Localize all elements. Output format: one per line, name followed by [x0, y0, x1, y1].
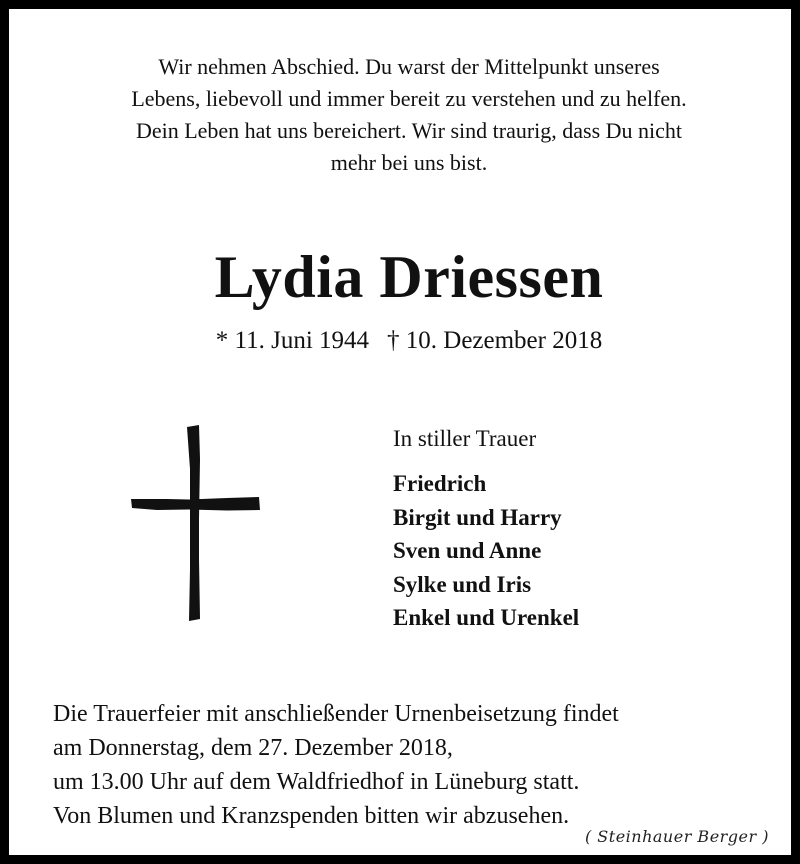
deceased-name: Lydia Driessen: [214, 244, 604, 310]
quote-line: mehr bei uns bist.: [330, 150, 488, 175]
mourner-name: Friedrich: [393, 471, 487, 496]
mourner-name: Birgit und Harry: [393, 504, 562, 530]
life-dates: [9, 323, 800, 359]
mourners-list: [393, 467, 579, 635]
cross-icon: [127, 419, 267, 629]
service-info: [53, 697, 619, 833]
quote-line: Dein Leben hat uns bereichert. Wir sind traurig, dass Du nicht: [135, 118, 683, 143]
service-line: um 13.00 Uhr auf dem Waldfriedhof in Lüneburg statt.: [53, 769, 580, 795]
farewell-quote: [29, 51, 789, 179]
quote-line: Wir nehmen Abschied. Du warst der Mittelpunkt unseres: [158, 54, 660, 79]
death-date: † 10. Dezember 2018: [387, 327, 603, 354]
signature: ( Steinhauer Berger ): [584, 827, 769, 846]
mourner-name: Enkel und Urenkel: [393, 605, 580, 630]
mourner-name: Sven und Anne: [393, 538, 542, 563]
quote-line: Lebens, liebevoll und immer bereit zu verstehen und zu helfen.: [131, 86, 687, 111]
service-line: am Donnerstag, dem 27. Dezember 2018,: [53, 735, 453, 761]
service-line: Die Trauerfeier mit anschließender Urnenbeisetzung findet: [53, 701, 619, 727]
mourning-phrase: In stiller Trauer: [393, 426, 537, 451]
mourner-name: Sylke und Iris: [393, 571, 532, 597]
birth-date: * 11. Juni 1944: [215, 327, 370, 354]
service-line: Von Blumen und Kranzspenden bitten wir abzusehen.: [53, 803, 570, 829]
